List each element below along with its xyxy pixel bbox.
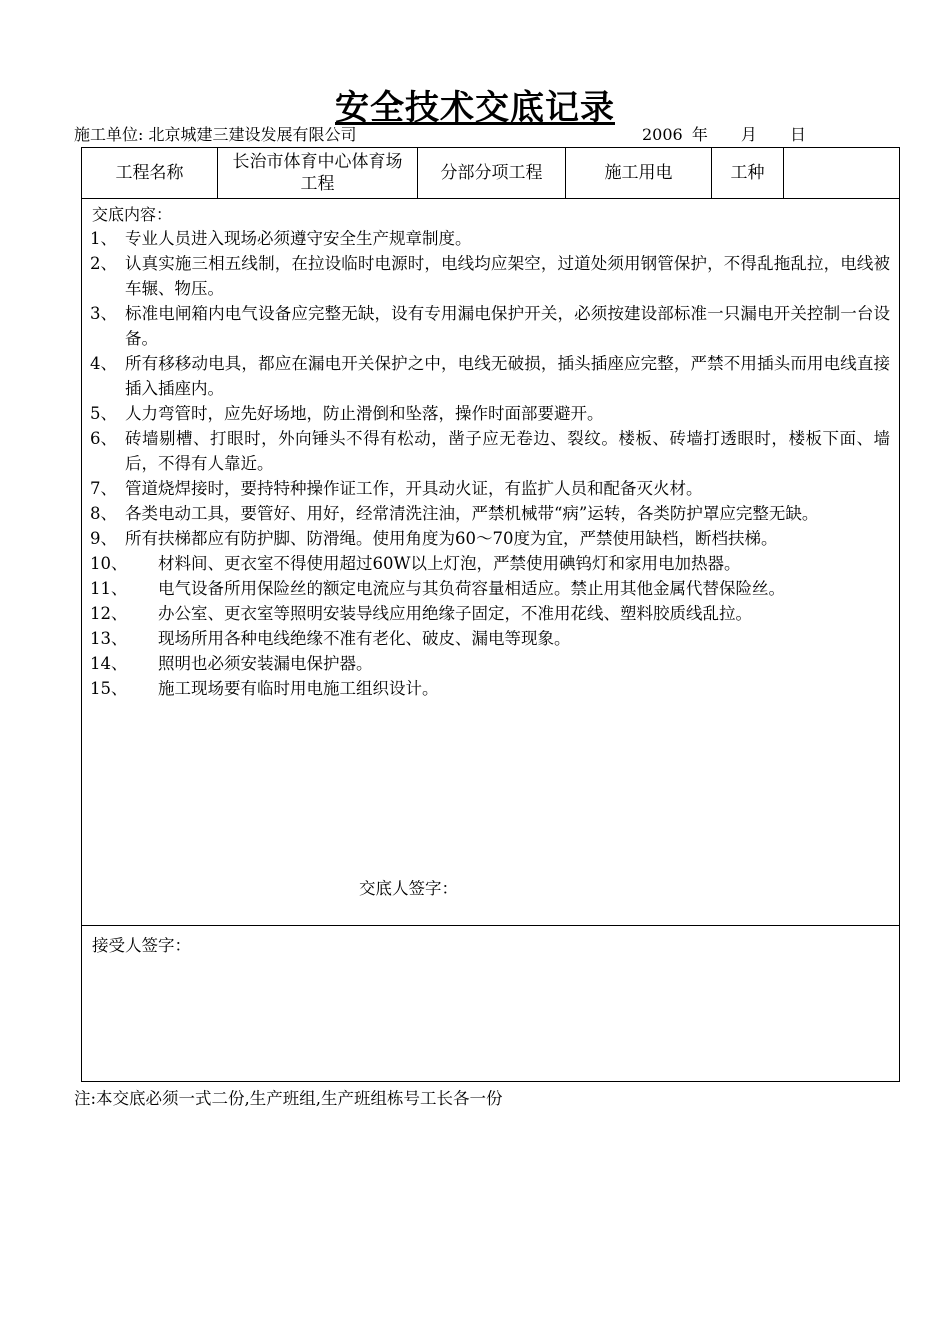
date-day-label: 日 — [790, 125, 807, 144]
list-item: 5、 人力弯管时，应先好场地，防止滑倒和坠落，操作时面部要避开。 — [90, 404, 604, 423]
project-name-label: 工程名称 — [82, 148, 218, 198]
list-item: 9、 所有扶梯都应有防护脚、防滑绳。使用角度为60～70度为宜，严禁使用缺档，断档扶梯。 — [90, 529, 778, 548]
discloser-signature-label: 交底人签字： — [359, 879, 458, 898]
trade-value — [784, 148, 899, 198]
sub-project-label: 分部分项工程 — [418, 148, 566, 198]
content-label: 交底内容： — [92, 205, 173, 224]
sub-project-value: 施工用电 — [566, 148, 712, 198]
date-month-label: 月 — [740, 125, 757, 144]
disclosure-content — [82, 199, 899, 926]
document-title: 安全技术交底记录 — [335, 88, 615, 128]
trade-label: 工种 — [712, 148, 784, 198]
date-line — [642, 124, 806, 146]
construction-unit: 施工单位: 北京城建三建设发展有限公司 — [74, 125, 357, 144]
list-item: 12、 办公室、更衣室等照明安装导线应用绝缘子固定，不准用花线、塑料胶质线乱拉。 — [90, 604, 752, 623]
date-year: 2006 — [642, 125, 683, 144]
rule-list — [90, 226, 890, 701]
list-item: 6、 砖墙剔槽、打眼时，外向锤头不得有松动，凿子应无卷边、裂纹。楼板、砖墙打透眼时，楼板下面、墙后，不得有人靠近。 — [90, 429, 890, 473]
date-year-label: 年 — [691, 125, 708, 144]
list-item: 13、 现场所用各种电线绝缘不准有老化、破皮、漏电等现象。 — [90, 629, 571, 648]
receiver-signature-label: 接受人签字： — [92, 936, 191, 955]
footnote: 注:本交底必须一式二份,生产班组,生产班组栋号工长各一份 — [74, 1089, 503, 1108]
list-item: 4、 所有移移动电具，都应在漏电开关保护之中，电线无破损，插头插座应完整，严禁不用插头而用电线直接插入插座内。 — [90, 354, 890, 398]
header-row — [82, 148, 899, 199]
receiver-section — [82, 926, 899, 1081]
list-item: 14、 照明也必须安装漏电保护器。 — [90, 654, 373, 673]
list-item: 8、 各类电动工具，要管好、用好，经常清洗注油，严禁机械带“病”运转，各类防护罩应完整无缺。 — [90, 504, 819, 523]
list-item: 3、 标准电闸箱内电气设备应完整无缺，设有专用漏电保护开关，必须按建设部标准一只漏电开关控制一台设备。 — [90, 304, 890, 348]
list-item: 11、 电气设备所用保险丝的额定电流应与其负荷容量相适应。禁止用其他金属代替保险丝。 — [90, 579, 785, 598]
list-item: 7、 管道烧焊接时，要持特种操作证工作，开具动火证，有监扩人员和配备灭火材。 — [90, 479, 703, 498]
list-item: 1、 专业人员进入现场必须遵守安全生产规章制度。 — [90, 229, 472, 248]
list-item: 15、 施工现场要有临时用电施工组织设计。 — [90, 679, 439, 698]
disclosure-form — [81, 147, 900, 1082]
project-name-value: 长治市体育中心体育场工程 — [218, 148, 418, 198]
list-item: 2、 认真实施三相五线制，在拉设临时电源时，电线均应架空，过道处须用钢管保护，不得乱拖乱拉，电线被车辗、物压。 — [90, 254, 890, 298]
list-item: 10、 材料间、更衣室不得使用超过60W以上灯泡，严禁使用碘钨灯和家用电加热器。 — [90, 554, 741, 573]
